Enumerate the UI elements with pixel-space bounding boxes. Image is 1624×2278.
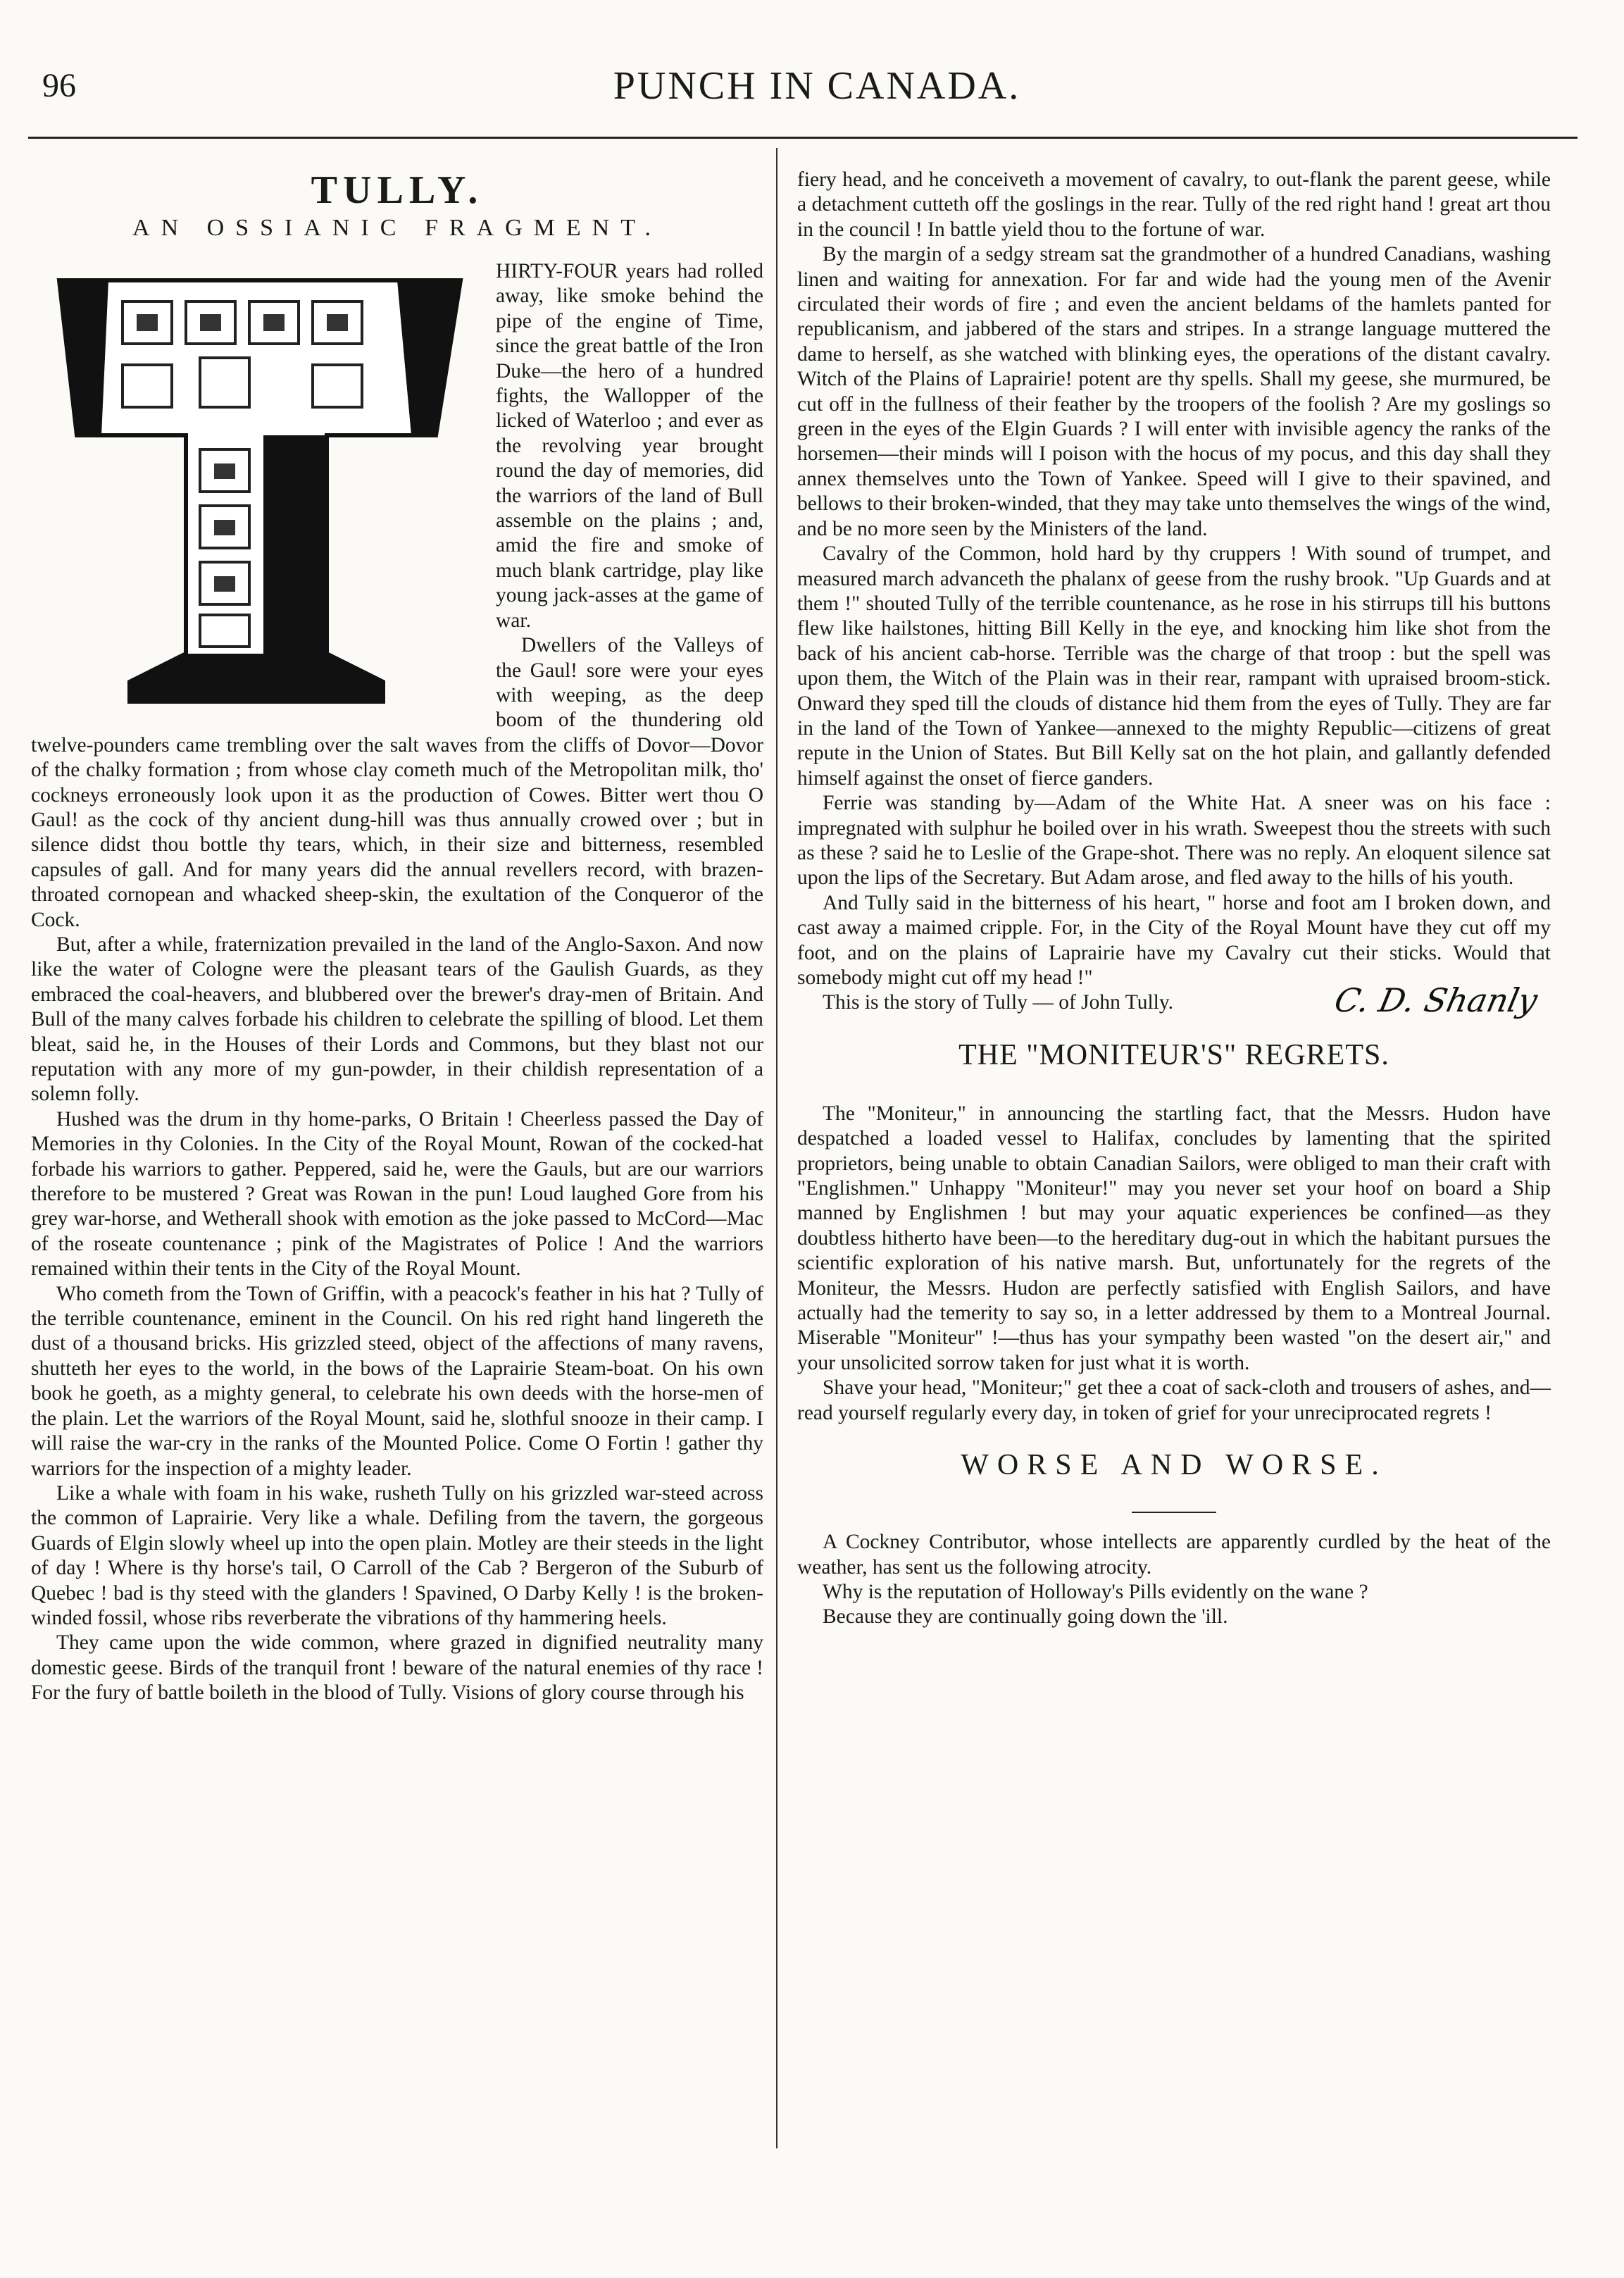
riddle-answer: Because they are continually going down the 'ill. [823, 1605, 1228, 1629]
masthead: PUNCH IN CANADA. [613, 64, 1021, 108]
article-subtitle-tully: AN OSSIANIC FRAGMENT. [132, 215, 662, 241]
paragraph: Like a whale with foam in his wake, rusheth Tully on his grizzled war-steed across the common of Laprairie. Very like a whale. Defiling from the tavern, the gorgeous Guards of Elgin slowly wheel up into the open plain. Motley are their steeds in the light of day ! Where is thy horse's tail, O Carroll of the Cab ? Bergeron of the Suburb of Quebec ! bad is thy steed with the glanders ! Spavined, O Darby Kelly ! is the broken-winded fossil, whose ribs reverberate the vibrations of thy hammering heels. [31, 1481, 763, 1629]
paragraph: Cavalry of the Common, hold hard by thy cruppers ! With sound of trumpet, and measured march advanceth the phalanx of geese from the rushy brook. "Up Guards and at them !" shouted Tully of the terrible countenance, as he rose in his stirrups till his buttons flew like hailstones, hitting Bill Kelly in the eye, and knocking him like shot from the back of his ancient cab-horse. Terrible was the charge of that troop : but the spell was upon them, the Witch of the Plain was in their rear, rampant with upraised broom-stick. Onward they sped till the clouds of distance hid them from the eyes of Tully. They are far in the land of the Town of Yankee—annexed to the mighty Republic—citizens of great repute in the Union of States. But Bill Kelly sat on the hot plain, and gallantly defended himself against the onset of fierce ganders. [797, 542, 1551, 790]
paragraph: The "Moniteur," in announcing the startling fact, that the Messrs. Hudon have despatched a loaded vessel to Halifax, concludes by lamenting that the spirited proprietors, being unable to obtain Canadian Sailors, were obliged to man their craft with "Englishmen." Unhappy "Moniteur!" may you never set your hoof on board a Ship manned by Englishmen ! but may your aquatic experiences be confined—as they doubtless hitherto have been—to the hereditary dug-out in which the habitant pursues the scientific exploration of his native marsh. But, unfortunately for the regrets of the Moniteur, the Messrs. Hudon are perfectly satisfied with English Sailors, and have actually had the temerity to say so, in a letter addressed by them to a Montreal Journal. Miserable "Moniteur" !—thus has your sympathy been wasted "on the desert air," and your unsolicited sorrow taken for just what it is worth. [797, 1102, 1551, 1374]
paragraph: Hushed was the drum in thy home-parks, O Britain ! Cheerless passed the Day of Memories in thy Colonies. In the City of the Royal Mount, Rowan of the cocked-hat forbade his warriors to gather. Peppered, said he, were the Gauls, but are our warriors therefore to be mustered ? Great was Rowan in the pun! Loud laughed Gore from his grey war-horse, and Wetherall shook with emotion as the joke passed to McCord—Mac of the roseate countenance ; pink of the Magistrates of Police ! And the warriors remained within their tents in the City of the Royal Mount. [31, 1107, 763, 1281]
decorative-dropcap [31, 259, 482, 710]
author-signature: C. D. Shanly [1331, 981, 1541, 1020]
dropcap-t-icon [31, 259, 482, 710]
paragraph: Dwellers of the Valleys of the Gaul! sore were your eyes with weeping, as the deep boom of the thundering old twelve-pounders came trembling over the salt waves from the cliffs of Dovor—Dovor of the chalky formation ; from whose clay cometh much of the Metropolitan milk, tho' cockneys erroneously look upon it as the production of Cowes. Bitter wert thou O Gaul! as the cock of thy ancient dung-hill was thus annually crowed over ; but in silence didst thou bottle thy tears, which, in their size and bitterness, resembled capsules of gall. And for many years did the annual revellers record, with brazen-throated cornopean and whacked sheep-skin, the exultation of the Conqueror of the Cock. [31, 634, 763, 931]
page-number: 96 [42, 67, 76, 104]
paragraph: Shave your head, "Moniteur;" get thee a coat of sack-cloth and trousers of ashes, and—read yourself regularly every day, in token of grief for your unreciprocated regrets ! [797, 1376, 1551, 1424]
paragraph: HIRTY-FOUR years had rolled away, like smoke behind the pipe of the engine of Time, since the great battle of the Iron Duke—the hero of a hundred fights, the Wallopper of the licked of Waterloo ; and ever as the revolving year brought round the day of memories, did the warriors of the land of Bull assemble on the plains ; and, amid the fire and smoke of much blank cartridge, play like young jack-asses at the game of war. [496, 260, 763, 632]
paragraph: And Tully said in the bitterness of his heart, " horse and foot am I broken down, and cast away a maimed cripple. For, in the City of the Royal Mount have they cut off my foot, and on the plains of Laprairie have my Cavalry cut their sticks. Would that somebody might cut off my head !" [797, 891, 1551, 989]
paragraph: Ferrie was standing by—Adam of the White Hat. A sneer was on his face : impregnated with sulphur he boiled over in his wrath. Sweepest thou the streets with such as these ? said he to Leslie of the Grape-shot. There was no reply. An eloquent silence sat upon the lips of the Secretary. But Adam arose, and fled away to the hills of his youth. [797, 792, 1551, 890]
left-column [31, 169, 763, 1706]
column-divider [776, 148, 777, 2148]
paragraph: By the margin of a sedgy stream sat the grandmother of a hundred Canadians, washing linen and waiting for annexation. For far and wide had the young men of the Avenir circulated their words of fire ; and even the ancient beldams of the hamlets panted for republicanism, and jabbered of the stars and stripes. In a strange language muttered the dame to herself, as she watched with blinking eyes, the operations of the distant cavalry. Witch of the Plains of Laprairie! potent are thy spells. Shall my geese, she murmured, be cut off in the fullness of their feather by the troopers of the foolish ? Are my goslings so green in the eyes of the Elgin Guards ? I will enter with invisible agency the ranks of the horsemen—their minds will I poison with the hocus of my pocus, and this day shall they annex themselves unto the Town of Yankee. Speed will I give to their spavined, and bellows to their broken-winded, that they may take unto themselves the wings of the wind, and be no more seen by the Ministers of the land. [797, 243, 1551, 540]
paragraph: But, after a while, fraternization prevailed in the land of the Anglo-Saxon. And now like the water of Cologne were the pleasant tears of the Gaulish Guards, as they embraced the coal-heavers, and blubbered over the brewer's dray-men of Britain. And Bull of the many calves forbade his children to celebrate the spilling of blood. Let them bleat, said he, in the Houses of their Lords and Commons, but they blast not our reputation with any more of my gun-powder, in their childish representation of a solemn folly. [31, 933, 763, 1106]
closing-line [797, 981, 1551, 1020]
article-title-moniteur: THE "MONITEUR'S" REGRETS. [958, 1038, 1389, 1071]
page-header [42, 65, 1592, 121]
paragraph: A Cockney Contributor, whose intellects are apparently curdled by the heat of the weather, has sent us the following atrocity. [797, 1531, 1551, 1579]
header-rule [28, 137, 1578, 139]
right-column [797, 168, 1551, 1630]
closing-text: This is the story of Tully — of John Tully. [823, 991, 1174, 1014]
article-title-tully: TULLY. [311, 168, 484, 212]
riddle-question: Why is the reputation of Holloway's Pills evidently on the wane ? [823, 1580, 1368, 1603]
paragraph: They came upon the wide common, where grazed in dignified neutrality many domestic geese. Birds of the tranquil front ! beware of the natural enemies of thy race ! For the fury of battle boileth in the blood of Tully. Visions of glory course through his [31, 1631, 763, 1705]
section-rule [1132, 1512, 1216, 1513]
paragraph: Who cometh from the Town of Griffin, with a peacock's feather in his hat ? Tully of the terrible countenance, eminent in the Council. On his red right hand lingereth the dust of a thousand bricks. His grizzled steed, object of the affections of many ravens, shutteth her eyes to the world, in the bows of the Laprairie Steam-boat. On his own book he goeth, as a mighty general, to celebrate his own deeds with the horse-men of the plain. Let the warriors of the Royal Mount, said he, slothful snooze in their camp. I will raise the war-cry in the ranks of the Mounted Police. Come O Fortin ! gather thy warriors for the inspection of a mighty leader. [31, 1282, 763, 1480]
paragraph: fiery head, and he conceiveth a movement of cavalry, to out-flank the parent geese, while a detachment cutteth off the goslings in the rear. Tully of the red right hand ! great art thou in the council ! In battle yield thou to the fortune of war. [797, 168, 1551, 241]
article-title-worse: WORSE AND WORSE. [961, 1449, 1387, 1482]
